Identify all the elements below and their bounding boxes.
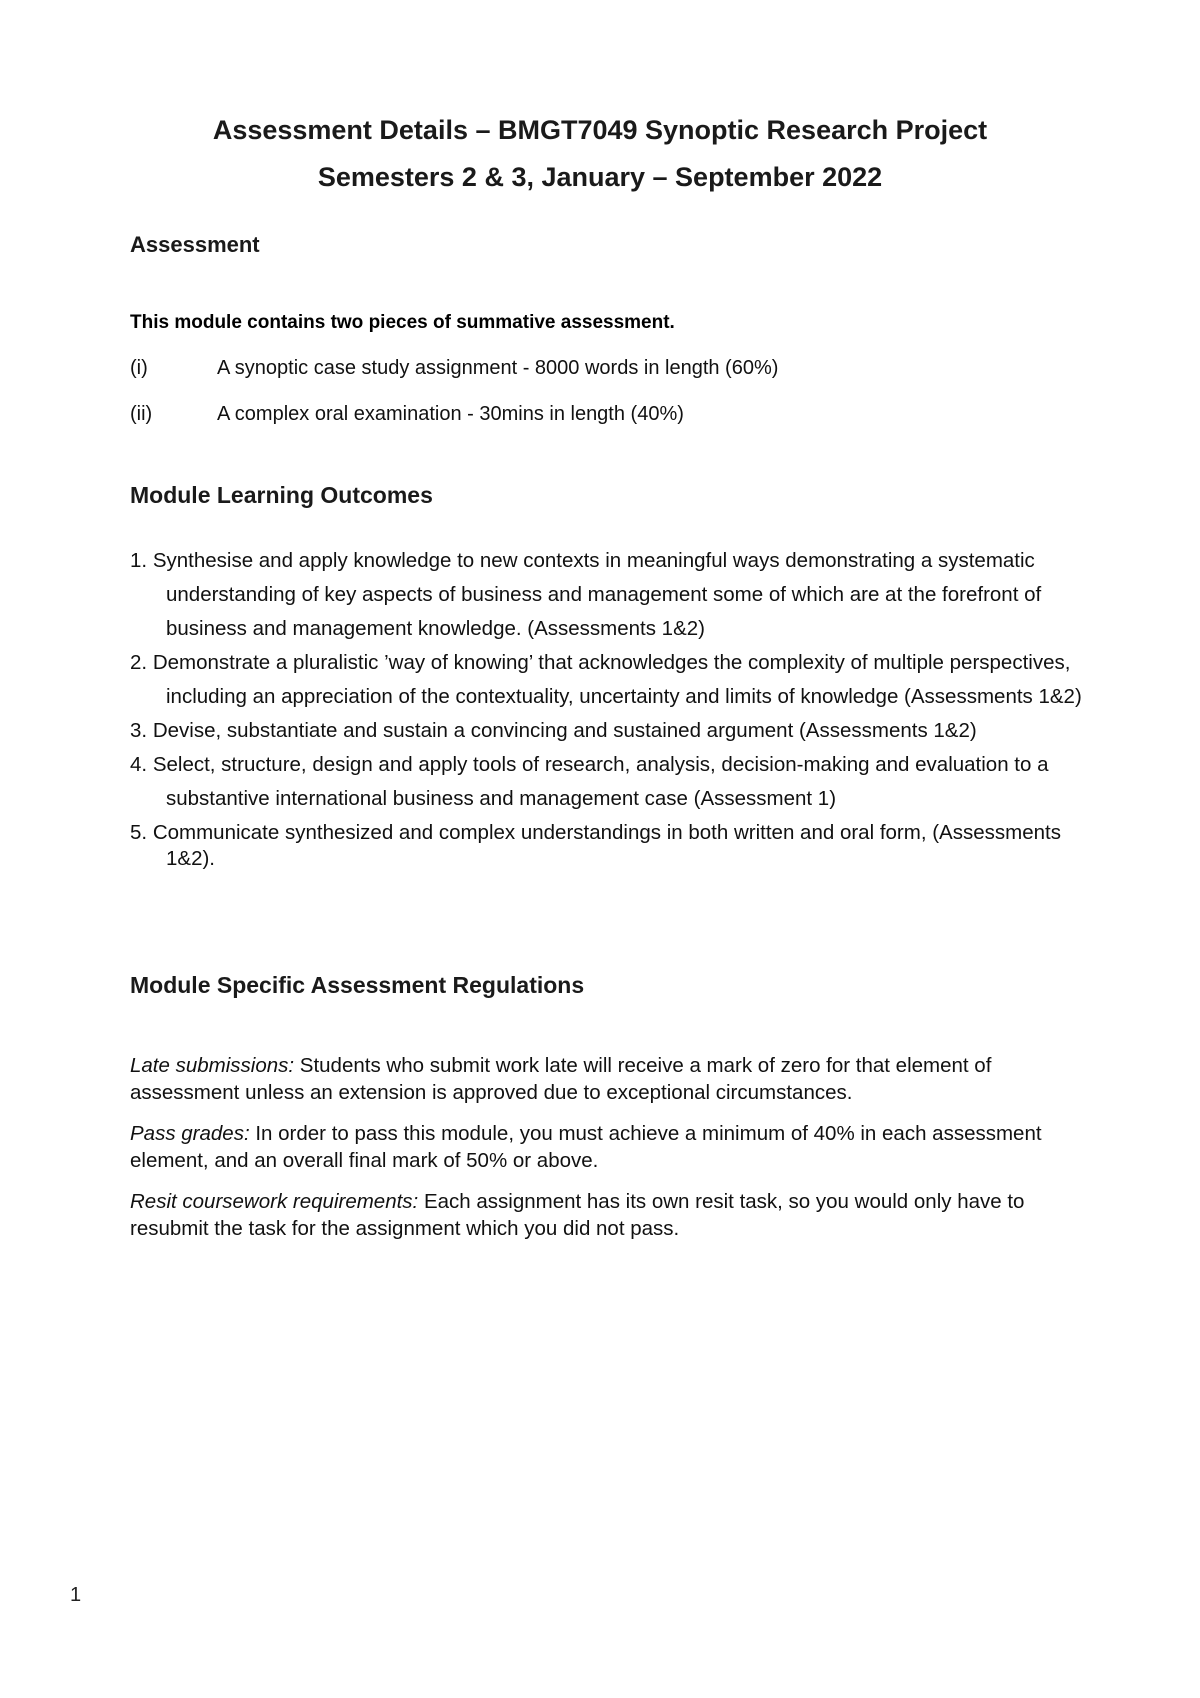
regulations-list xyxy=(130,1052,1090,1256)
page-number: 1 xyxy=(70,1584,82,1606)
regulation-text: Students who submit work late will receive a mark of zero for that element of assessment unless an extension is approved due to exceptional circumstances. xyxy=(130,1054,992,1104)
assessment-item-number: (i) xyxy=(130,357,148,379)
learning-outcome-number: 3. xyxy=(130,719,148,742)
regulation-item xyxy=(130,1120,1090,1174)
learning-outcome-item xyxy=(130,646,1090,714)
learning-outcome-text: Select, structure, design and apply tools of research, analysis, decision-making and evaluation to a substantive international business and management case (Assessment 1) xyxy=(152,753,1049,810)
regulation-text: In order to pass this module, you must achieve a minimum of 40% in each assessment element, and an overall final mark of 50% or above. xyxy=(130,1122,1042,1172)
assessment-item-text: A synoptic case study assignment - 8000 words in length (60%) xyxy=(217,357,779,379)
learning-outcome-item xyxy=(130,714,1090,748)
regulation-label: Late submissions: xyxy=(130,1054,295,1077)
regulations-heading: Module Specific Assessment Regulations xyxy=(130,972,585,998)
regulation-text: Each assignment has its own resit task, so you would only have to resubmit the task for the assignment which you did not pass. xyxy=(130,1190,1025,1240)
learning-outcome-number: 1. xyxy=(130,549,148,572)
learning-outcome-text: Synthesise and apply knowledge to new contexts in meaningful ways demonstrating a systematic understanding of key aspects of business and management some of which are at the forefront of business and management knowledge. (Assessments 1&2) xyxy=(152,549,1042,640)
document-title: Assessment Details – BMGT7049 Synoptic Research Project xyxy=(212,115,988,145)
learning-outcome-text: Devise, substantiate and sustain a convincing and sustained argument (Assessments 1&2) xyxy=(152,719,977,742)
learning-outcomes-heading: Module Learning Outcomes xyxy=(130,482,433,508)
assessment-intro: This module contains two pieces of summative assessment. xyxy=(130,312,675,333)
assessment-item-text: A complex oral examination - 30mins in length (40%) xyxy=(217,403,684,425)
assessment-item-number: (ii) xyxy=(130,403,153,425)
learning-outcomes-list xyxy=(130,544,1090,872)
learning-outcome-text: Demonstrate a pluralistic ’way of knowing’ that acknowledges the complexity of multiple perspectives, including an appreciation of the contextuality, uncertainty and limits of knowledge (Assessments 1&2) xyxy=(152,651,1082,708)
document-subtitle: Semesters 2 & 3, January – September 2022 xyxy=(317,162,883,192)
learning-outcome-number: 2. xyxy=(130,651,148,674)
regulation-label: Pass grades: xyxy=(130,1122,250,1145)
learning-outcome-item xyxy=(130,544,1090,646)
regulation-item xyxy=(130,1052,1090,1106)
assessment-heading: Assessment xyxy=(130,232,260,257)
learning-outcome-number: 4. xyxy=(130,753,148,776)
regulation-label: Resit coursework requirements: xyxy=(130,1190,419,1213)
learning-outcome-item xyxy=(130,820,1090,872)
learning-outcome-text: Communicate synthesized and complex understandings in both written and oral form, (Assessments 1&2). xyxy=(152,821,1061,870)
learning-outcome-number: 5. xyxy=(130,821,148,844)
learning-outcome-item xyxy=(130,748,1090,816)
regulation-item xyxy=(130,1188,1090,1242)
